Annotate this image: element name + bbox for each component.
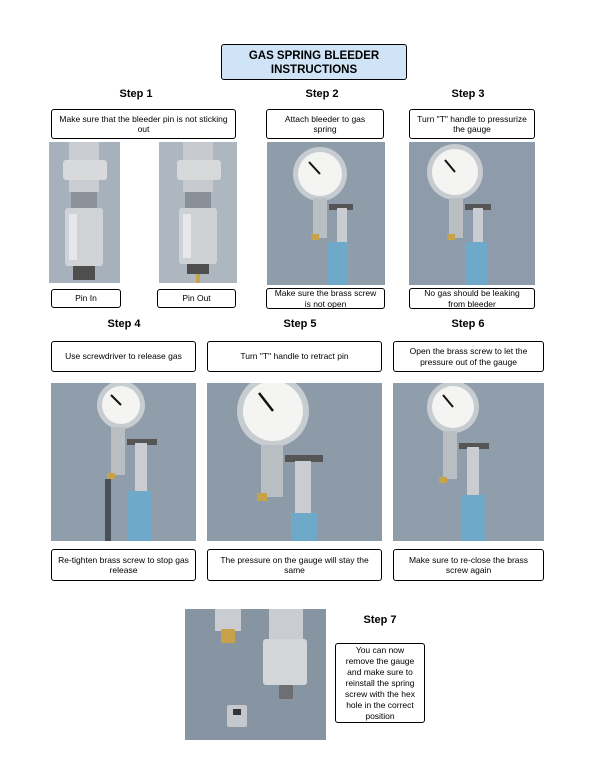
photo-step-6 (393, 383, 544, 541)
step-6-heading: Step 6 (451, 318, 485, 330)
photo-step-7 (185, 609, 326, 740)
step-4-heading: Step 4 (107, 318, 141, 330)
photo-step-2 (267, 142, 385, 285)
photo-pin-out (159, 142, 237, 283)
photo-step-5 (207, 383, 382, 541)
photo-step-3 (409, 142, 535, 285)
step-2-heading: Step 2 (305, 88, 339, 100)
step-2-caption: Make sure the brass screw is not open (266, 288, 385, 309)
step-3-instruction: Turn "T" handle to pressurize the gauge (409, 109, 535, 139)
photo-pin-in (49, 142, 120, 283)
page-title: GAS SPRING BLEEDER INSTRUCTIONS (221, 44, 407, 80)
photo-step-4 (51, 383, 196, 541)
step-4-caption: Re-tighten brass screw to stop gas release (51, 549, 196, 581)
step-6-caption: Make sure to re-close the brass screw again (393, 549, 544, 581)
step-3-heading: Step 3 (451, 88, 485, 100)
caption-pin-in: Pin In (51, 289, 121, 308)
step-7-instruction: You can now remove the gauge and make sure to reinstall the spring screw with the hex hole in the correct position (335, 643, 425, 723)
step-5-caption: The pressure on the gauge will stay the same (207, 549, 382, 581)
step-5-instruction: Turn "T" handle to retract pin (207, 341, 382, 372)
step-1-instruction: Make sure that the bleeder pin is not sticking out (51, 109, 236, 139)
step-5-heading: Step 5 (283, 318, 317, 330)
step-6-instruction: Open the brass screw to let the pressure out of the gauge (393, 341, 544, 372)
step-3-caption: No gas should be leaking from bleeder (409, 288, 535, 309)
step-4-instruction: Use screwdriver to release gas (51, 341, 196, 372)
step-2-instruction: Attach bleeder to gas spring (266, 109, 384, 139)
caption-pin-out: Pin Out (157, 289, 236, 308)
step-7-heading: Step 7 (363, 614, 397, 626)
step-1-heading: Step 1 (119, 88, 153, 100)
